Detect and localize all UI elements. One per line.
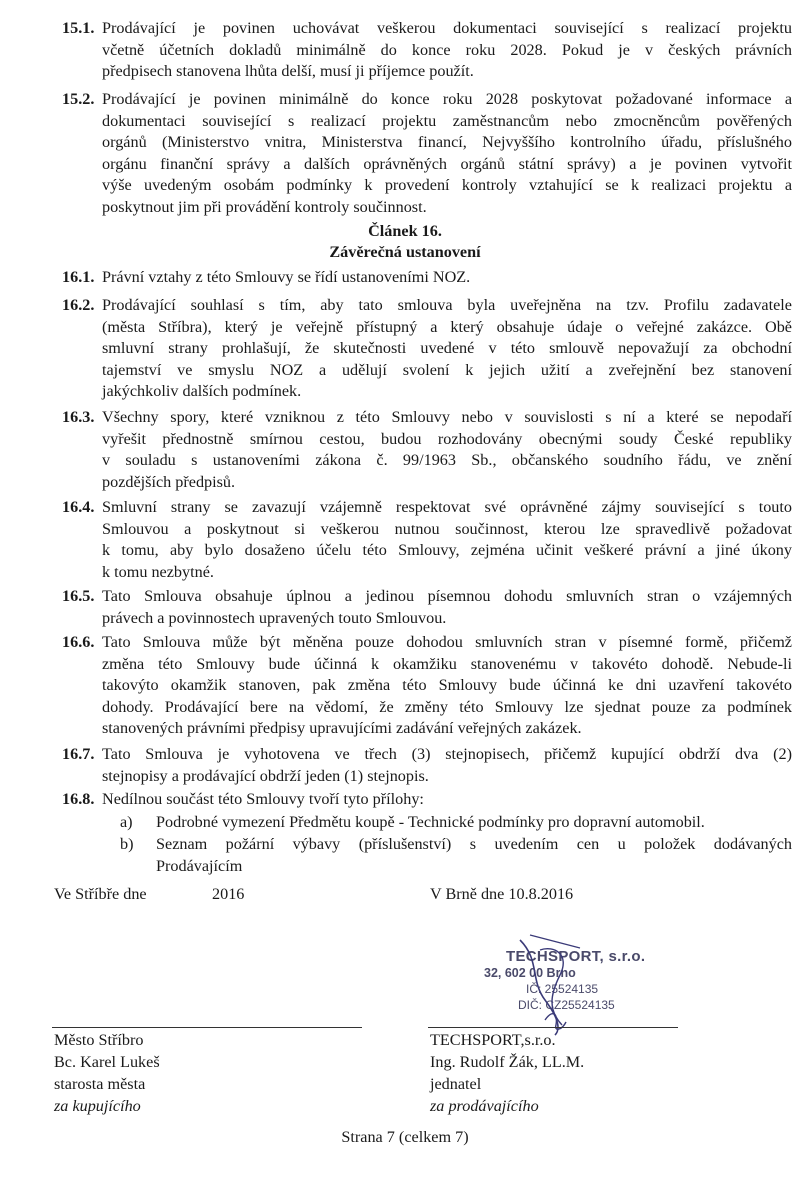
clause-line: Tato Smlouva obsahuje úplnou a jedinou písemnou dohodu smluvních stran o vzájemných bbox=[102, 587, 792, 605]
clause-line: (města Stříbra), který je veřejně přístupný a který obsahuje údaje o veřejné zakázce. Obě bbox=[102, 317, 792, 336]
clause-number: 16.3. bbox=[62, 408, 95, 426]
clause-line: Právní vztahy z této Smlouvy se řídí ustanoveními NOZ. bbox=[102, 268, 471, 286]
buyer-entity: Město Stříbro bbox=[54, 1031, 144, 1049]
page-footer: Strana 7 (celkem 7) bbox=[341, 1128, 469, 1146]
clause-line: Smluvní strany se zavazují vzájemně respektovat své oprávněné zájmy související s touto bbox=[102, 498, 792, 516]
clause-15-2 bbox=[62, 89, 792, 219]
attachment-label: b) bbox=[120, 835, 134, 853]
clause-number: 16.6. bbox=[62, 633, 95, 651]
clause-line: dokumentaci související s realizací projektu zaměstnancům nebo zmocněncům pověřených bbox=[102, 111, 792, 130]
clause-16-5 bbox=[62, 586, 792, 629]
clause-16-4 bbox=[62, 497, 792, 583]
clause-line: v souladu s ustanoveními zákona č. 99/1963 Sb., občanského soudního řádu, ve znění bbox=[102, 451, 792, 470]
clause-number: 16.2. bbox=[62, 296, 95, 314]
clause-line: vyřešit přednostně smírnou cestou, budou rozhodovány obecnými soudy České republiky bbox=[102, 429, 792, 448]
buyer-signing-year: 2016 bbox=[212, 885, 245, 903]
clause-line: Prodávající souhlasí s tím, aby tato smlouva byla uveřejněna na tzv. Profilu zadavatele bbox=[102, 296, 792, 314]
buyer-role: starosta města bbox=[54, 1075, 146, 1093]
clause-line: Prodávající je povinen uchovávat veškerou dokumentaci související s realizací projektu bbox=[102, 19, 792, 37]
clause-line: Všechny spory, které vzniknou z této Smlouvy nebo v souvislosti s ní a které se nepodaří bbox=[102, 408, 792, 426]
clause-line: Prodávající je povinen minimálně do konce roku 2028 poskytovat požadované informace a bbox=[102, 90, 792, 108]
clause-number: 16.4. bbox=[62, 498, 95, 516]
clause-line: k tomu nezbytné. bbox=[102, 562, 214, 581]
stamp-ico: IČ: 25524135 bbox=[526, 982, 599, 996]
clause-16-1 bbox=[62, 267, 792, 289]
seller-party: za prodávajícího bbox=[430, 1097, 539, 1115]
seller-name: Ing. Rudolf Žák, LL.M. bbox=[430, 1053, 585, 1071]
clause-line: takovýto okamžik stanoven, pak změna této Smlouvy bude účinná ke dni uzavření takovéto bbox=[102, 676, 792, 695]
clause-line: stanovených právními předpisy upravujícími zadávání veřejných zakázek. bbox=[102, 719, 582, 738]
clause-line: k tomu, aby bylo dosaženo účelu této Smlouvy, zejména učinit veškeré právní a jiné úkony bbox=[102, 541, 792, 560]
buyer-signing-place: Ve Stříbře dne bbox=[54, 885, 147, 903]
attachment-line: Podrobné vymezení Předmětu koupě - Technické podmínky pro dopravní automobil. bbox=[156, 813, 705, 831]
stamp-dic: DIČ: CZ25524135 bbox=[518, 998, 615, 1012]
clause-line: tajemství ve smyslu NOZ a udělují svolení k jejich užití a zveřejnění bez stanovení bbox=[102, 360, 792, 379]
clause-number: 15.2. bbox=[62, 90, 95, 108]
clause-16-3 bbox=[62, 407, 792, 493]
seller-entity: TECHSPORT,s.r.o. bbox=[430, 1031, 556, 1049]
buyer-party: za kupujícího bbox=[54, 1097, 141, 1115]
seller-signature-line bbox=[428, 1027, 678, 1028]
clause-number: 16.7. bbox=[62, 745, 95, 763]
article-subtitle: Závěrečná ustanovení bbox=[329, 243, 481, 261]
clause-16-6 bbox=[62, 632, 792, 740]
clause-number: 16.8. bbox=[62, 790, 95, 808]
clause-number: 15.1. bbox=[62, 19, 95, 37]
clause-line: Smlouvou a poskytnout si veškerou nutnou součinnost, kterou lze spravedlivě požadovat bbox=[102, 519, 792, 538]
clause-line: orgánů (Ministerstvo vnitra, Ministerstva financí, Nejvyššího kontrolního úřadu, příslušného bbox=[102, 133, 792, 152]
attachment-line: Seznam požární výbavy (příslušenství) s uvedením cen u položek dodávaných bbox=[156, 835, 792, 853]
clause-line: Tato Smlouva je vyhotovena ve třech (3) stejnopisech, přičemž kupující obdrží dva (2) bbox=[102, 745, 792, 763]
stamp-company: TECHSPORT, s.r.o. bbox=[506, 948, 646, 965]
seller-signing-place: V Brně dne 10.8.2016 bbox=[430, 885, 574, 903]
buyer-signature-line bbox=[52, 1027, 362, 1028]
clause-15-1 bbox=[62, 18, 792, 83]
clause-16-2 bbox=[62, 295, 792, 403]
clause-line: orgánu finanční správy a dalších oprávněných orgánů státní správy) a je povinen vytvořit bbox=[102, 154, 792, 173]
clause-line: pozdějších předpisů. bbox=[102, 472, 236, 491]
seller-role: jednatel bbox=[430, 1075, 482, 1093]
clause-line: smluvní strany prohlašují, že skutečnosti uvedené v této smlouvě nepovažují za obchodní bbox=[102, 339, 792, 358]
stamp-address: 32, 602 00 Brno bbox=[484, 966, 576, 980]
clause-16-7 bbox=[62, 744, 792, 787]
attachment-b bbox=[120, 834, 792, 877]
clause-line: výše uvedeným osobám podmínky k provedení kontroly vztahující se k realizaci projektu a bbox=[102, 176, 792, 195]
clause-line: stejnopisy a prodávající obdrží jeden (1) stejnopis. bbox=[102, 766, 429, 785]
buyer-name: Bc. Karel Lukeš bbox=[54, 1053, 160, 1071]
handwritten-signature bbox=[500, 930, 640, 1040]
article-title: Článek 16. bbox=[368, 222, 442, 240]
clause-line: změna této Smlouvy bude účinná k okamžiku stanovenému v takovéto dohodě. Nebude-li bbox=[102, 654, 792, 673]
clause-line: Tato Smlouva může být měněna pouze dohodou smluvních stran v písemné formě, přičemž bbox=[102, 633, 792, 651]
clause-line: právech a povinnostech upravených touto Smlouvou. bbox=[102, 608, 447, 627]
attachment-label: a) bbox=[120, 813, 133, 831]
clause-line: Nedílnou součást této Smlouvy tvoří tyto přílohy: bbox=[102, 790, 424, 808]
clause-16-8 bbox=[62, 789, 792, 811]
clause-number: 16.1. bbox=[62, 268, 95, 286]
clause-line: dohody. Prodávající bere na vědomí, že změny této Smlouvy lze sjednat pouze za podmínek bbox=[102, 697, 792, 716]
attachment-line: Prodávajícím bbox=[156, 856, 243, 875]
clause-number: 16.5. bbox=[62, 587, 95, 605]
attachment-a bbox=[120, 812, 792, 834]
clause-line: předpisech stanovena lhůta delší, musí ji příjemce použít. bbox=[102, 62, 474, 81]
clause-line: poskytnout jim při provádění kontroly součinnost. bbox=[102, 197, 427, 216]
clause-line: včetně účetních dokladů minimálně do konce roku 2028. Pokud je v českých právních bbox=[102, 40, 792, 59]
clause-line: jakýchkoliv dalších podmínek. bbox=[102, 382, 302, 401]
